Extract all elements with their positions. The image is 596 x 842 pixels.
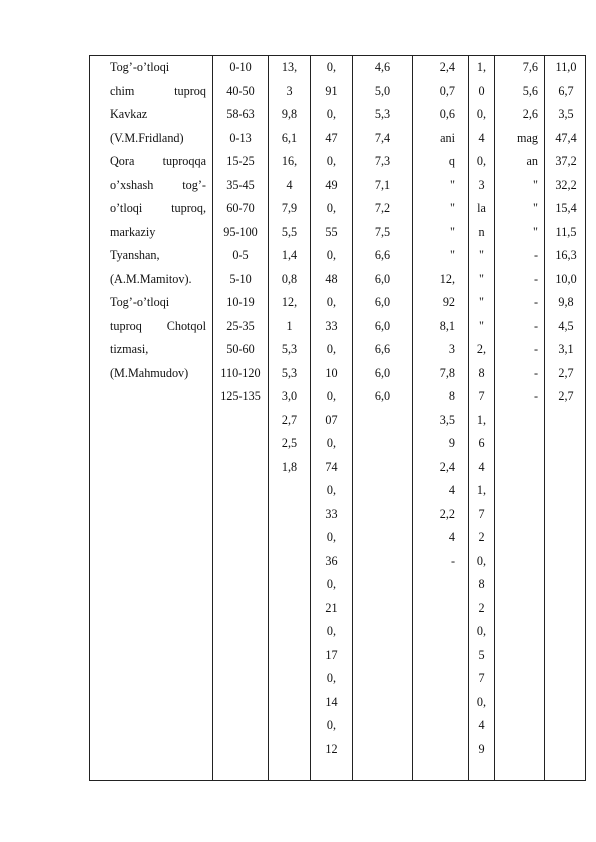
description-word: chim <box>110 83 135 98</box>
table-cell: 7 <box>478 506 485 521</box>
table-cell: 33 <box>325 506 338 521</box>
table-column-9 <box>544 56 587 780</box>
table-column-3 <box>268 56 310 780</box>
table-cell: 4,5 <box>558 318 574 333</box>
table-cell: 7,4 <box>374 130 391 145</box>
table-cell: ani <box>440 130 455 145</box>
description-word: Chotqol <box>166 318 206 333</box>
table-cell: 1 <box>286 318 293 333</box>
table-cell: - <box>533 248 538 262</box>
table-cell: 0, <box>326 671 337 685</box>
table-cell: 0, <box>326 342 337 356</box>
table-cell: 7 <box>478 389 485 403</box>
description-word: (A.M.Mamitov). <box>110 271 192 286</box>
table-cell: 14 <box>325 694 338 709</box>
table-column-5 <box>352 56 412 780</box>
table-cell: " <box>533 177 538 192</box>
table-cell: 16,3 <box>555 248 577 262</box>
table-cell: 7,5 <box>374 224 391 239</box>
description-word: Tog’-o’tloqi <box>110 60 170 74</box>
table-cell: 16, <box>281 154 298 168</box>
description-word: tizmasi, <box>110 342 149 356</box>
table-cell: 8 <box>448 389 455 403</box>
table-cell: 91 <box>325 83 338 98</box>
depth-column <box>212 56 268 780</box>
table-cell: 110-120 <box>220 365 261 380</box>
description-word: tuproq, <box>171 201 206 215</box>
table-cell: " <box>450 224 455 239</box>
table-cell: mag <box>517 130 538 145</box>
table-cell: 0, <box>326 483 337 497</box>
table-column-6 <box>412 56 468 780</box>
table-cell: 2 <box>478 530 485 544</box>
table-cell: 7,8 <box>439 365 455 380</box>
table-cell: 48 <box>325 271 338 286</box>
table-cell: 5,6 <box>522 83 538 98</box>
table-cell: 25-35 <box>226 318 255 333</box>
table-cell: 2,7 <box>558 389 574 403</box>
table-cell: 3 <box>286 83 293 98</box>
table-cell: 49 <box>325 177 338 192</box>
table-cell: 4 <box>478 718 485 732</box>
table-cell: 4 <box>448 483 455 497</box>
table-cell: 0 <box>478 83 485 98</box>
table-cell: 7,6 <box>522 60 538 74</box>
description-line <box>110 56 206 80</box>
description-line <box>110 174 206 198</box>
table-cell: " <box>450 177 455 192</box>
table-cell: 74 <box>325 459 338 474</box>
table-cell: 21 <box>325 600 338 615</box>
table-cell: 9 <box>448 436 455 450</box>
table-cell: 36 <box>325 553 338 568</box>
table-cell: 0, <box>326 624 337 638</box>
table-cell: 10 <box>325 365 338 380</box>
table-cell: 12, <box>281 295 298 309</box>
table-cell: 0, <box>326 60 337 74</box>
table-cell: 7,3 <box>374 154 391 168</box>
table-cell: 40-50 <box>226 83 255 98</box>
table-cell: 10,0 <box>555 271 577 286</box>
table-column-4 <box>310 56 352 780</box>
table-cell: 92 <box>442 295 455 309</box>
table-cell: 4 <box>448 530 455 544</box>
table-cell: 6,7 <box>558 83 574 98</box>
table-cell: 8 <box>478 365 485 380</box>
table-cell: 10-19 <box>226 295 255 309</box>
table-cell: 33 <box>325 318 338 333</box>
table-cell: 0, <box>326 295 337 309</box>
table-cell: 15,4 <box>555 201 577 215</box>
table-cell: 0, <box>326 718 337 732</box>
table-cell: 6,0 <box>374 295 391 309</box>
table-cell: 5,3 <box>281 342 298 356</box>
table-cell: la <box>477 201 486 215</box>
description-line <box>110 338 206 362</box>
description-line <box>110 221 206 245</box>
table-cell: - <box>533 318 538 333</box>
description-word: tog’- <box>182 177 206 192</box>
table-cell: " <box>450 201 455 215</box>
soil-description-column <box>90 56 212 780</box>
table-cell: 7 <box>478 671 485 685</box>
table-cell: 1,8 <box>281 459 298 474</box>
table-cell: 9,8 <box>281 107 298 121</box>
table-cell: 0,6 <box>439 107 455 121</box>
table-cell: 6,6 <box>374 342 391 356</box>
table-cell: 125-135 <box>220 389 261 403</box>
table-cell: 0, <box>326 154 337 168</box>
table-cell: 4 <box>286 177 293 192</box>
description-word: (M.Mahmudov) <box>110 365 189 380</box>
table-cell: 11,0 <box>555 60 577 74</box>
table-cell: " <box>533 201 538 215</box>
table-cell: 1, <box>476 483 487 497</box>
table-cell: 0, <box>326 530 337 544</box>
description-word: tuproqqa <box>162 154 206 168</box>
table-cell: 1, <box>476 412 487 427</box>
table-cell: 55 <box>325 224 338 239</box>
table-cell: " <box>479 295 484 309</box>
table-cell: 8 <box>478 577 485 591</box>
description-word: Kavkaz <box>110 107 148 121</box>
table-cell: 6,1 <box>281 130 298 145</box>
table-cell: 4,6 <box>374 60 391 74</box>
table-cell: - <box>533 295 538 309</box>
table-cell: 0, <box>476 624 487 638</box>
table-cell: 4 <box>478 459 485 474</box>
table-cell: an <box>526 154 538 168</box>
description-line <box>110 268 206 292</box>
table-cell: 0, <box>476 154 487 168</box>
table-cell: n <box>478 224 485 239</box>
table-cell: 5-10 <box>229 271 252 286</box>
table-column-7 <box>468 56 494 780</box>
table-cell: 0, <box>326 201 337 215</box>
description-word: (V.M.Fridland) <box>110 130 184 145</box>
table-cell: 6,0 <box>374 389 391 403</box>
description-line <box>110 150 206 174</box>
table-cell: 6,0 <box>374 365 391 380</box>
table-cell: 5 <box>478 647 485 662</box>
table-cell: 2 <box>478 600 485 615</box>
description-word: Tog’-o’tloqi <box>110 295 170 309</box>
description-line <box>110 127 206 151</box>
table-cell: - <box>533 271 538 286</box>
table-cell: q <box>448 154 455 168</box>
description-word: o’xshash <box>110 177 154 192</box>
table-cell: 37,2 <box>555 154 577 168</box>
table-cell: 0, <box>326 248 337 262</box>
table-cell: 58-63 <box>226 107 255 121</box>
table-cell: 95-100 <box>223 224 258 239</box>
table-cell: 6 <box>478 436 485 450</box>
description-line <box>110 291 206 315</box>
table-cell: 0, <box>326 389 337 403</box>
table-cell: 2,4 <box>439 60 455 74</box>
table-cell: 0, <box>476 107 487 121</box>
table-cell: 9,8 <box>558 295 574 309</box>
description-line <box>110 244 206 268</box>
table-cell: 0-5 <box>232 248 249 262</box>
table-cell: 6,0 <box>374 318 391 333</box>
table-cell: 2,2 <box>439 506 455 521</box>
description-word: tuproq <box>110 318 142 333</box>
table-column-8 <box>494 56 544 780</box>
table-cell: 60-70 <box>226 201 255 215</box>
table-cell: 11,5 <box>555 224 577 239</box>
table-cell: 3,5 <box>439 412 455 427</box>
table-cell: 32,2 <box>555 177 577 192</box>
table-cell: 2, <box>476 342 487 356</box>
table-cell: 6,6 <box>374 248 391 262</box>
table-cell: 0-13 <box>229 130 252 145</box>
table-cell: 07 <box>325 412 338 427</box>
table-cell: 7,1 <box>374 177 391 192</box>
table-cell: 0, <box>476 553 487 568</box>
table-cell: " <box>479 318 484 333</box>
table-cell: " <box>450 248 455 262</box>
table-cell: - <box>533 365 538 380</box>
description-line <box>110 103 206 127</box>
table-cell: 5,0 <box>374 83 391 98</box>
table-cell: 0, <box>326 577 337 591</box>
table-cell: 2,6 <box>522 107 538 121</box>
table-cell: 0,8 <box>281 271 298 286</box>
table-cell: 2,5 <box>281 436 298 450</box>
table-cell: 50-60 <box>226 342 255 356</box>
table-cell: 47 <box>325 130 338 145</box>
description-line <box>110 315 206 339</box>
description-word: Tyanshan, <box>110 248 160 262</box>
table-cell: 5,3 <box>281 365 298 380</box>
description-line <box>110 197 206 221</box>
table-cell: - <box>533 389 538 403</box>
table-cell: 3,1 <box>558 342 574 356</box>
table-cell: 2,7 <box>558 365 574 380</box>
table-cell: 3,5 <box>558 107 574 121</box>
description-line <box>110 362 206 386</box>
table-cell: 0,7 <box>439 83 455 98</box>
table-cell: 12 <box>325 741 338 756</box>
table-cell: 7,2 <box>374 201 391 215</box>
table-cell: " <box>533 224 538 239</box>
table-cell: 4 <box>478 130 485 145</box>
table-cell: 3 <box>478 177 485 192</box>
table-cell: 5,5 <box>281 224 298 239</box>
table-cell: 0, <box>476 694 487 709</box>
table-cell: " <box>479 271 484 286</box>
table-cell: 1,4 <box>281 248 298 262</box>
description-word: o’tloqi <box>110 201 143 215</box>
table-cell: 15-25 <box>226 154 255 168</box>
table-cell: 7,9 <box>281 201 298 215</box>
description-word: markaziy <box>110 224 156 239</box>
table-cell: - <box>450 553 455 568</box>
table-cell: 3 <box>448 342 455 356</box>
table-cell: 8,1 <box>439 318 455 333</box>
table-cell: 6,0 <box>374 271 391 286</box>
table-cell: " <box>479 248 484 262</box>
table-cell: 0-10 <box>229 60 252 74</box>
table-cell: 47,4 <box>555 130 577 145</box>
description-line <box>110 80 206 104</box>
table-cell: 9 <box>478 741 485 756</box>
table-cell: 3,0 <box>281 389 298 403</box>
data-table <box>89 55 586 781</box>
table-cell: 1, <box>476 60 487 74</box>
table-cell: 0, <box>326 436 337 450</box>
table-cell: 17 <box>325 647 338 662</box>
description-word: tuproq <box>174 83 206 98</box>
table-cell: 2,4 <box>439 459 455 474</box>
table-cell: 12, <box>439 271 455 286</box>
table-cell: 2,7 <box>281 412 298 427</box>
table-cell: 5,3 <box>374 107 391 121</box>
table-cell: - <box>533 342 538 356</box>
table-cell: 0, <box>326 107 337 121</box>
table-cell: 35-45 <box>226 177 255 192</box>
description-word: Qora <box>110 154 135 168</box>
table-cell: 13, <box>281 60 298 74</box>
